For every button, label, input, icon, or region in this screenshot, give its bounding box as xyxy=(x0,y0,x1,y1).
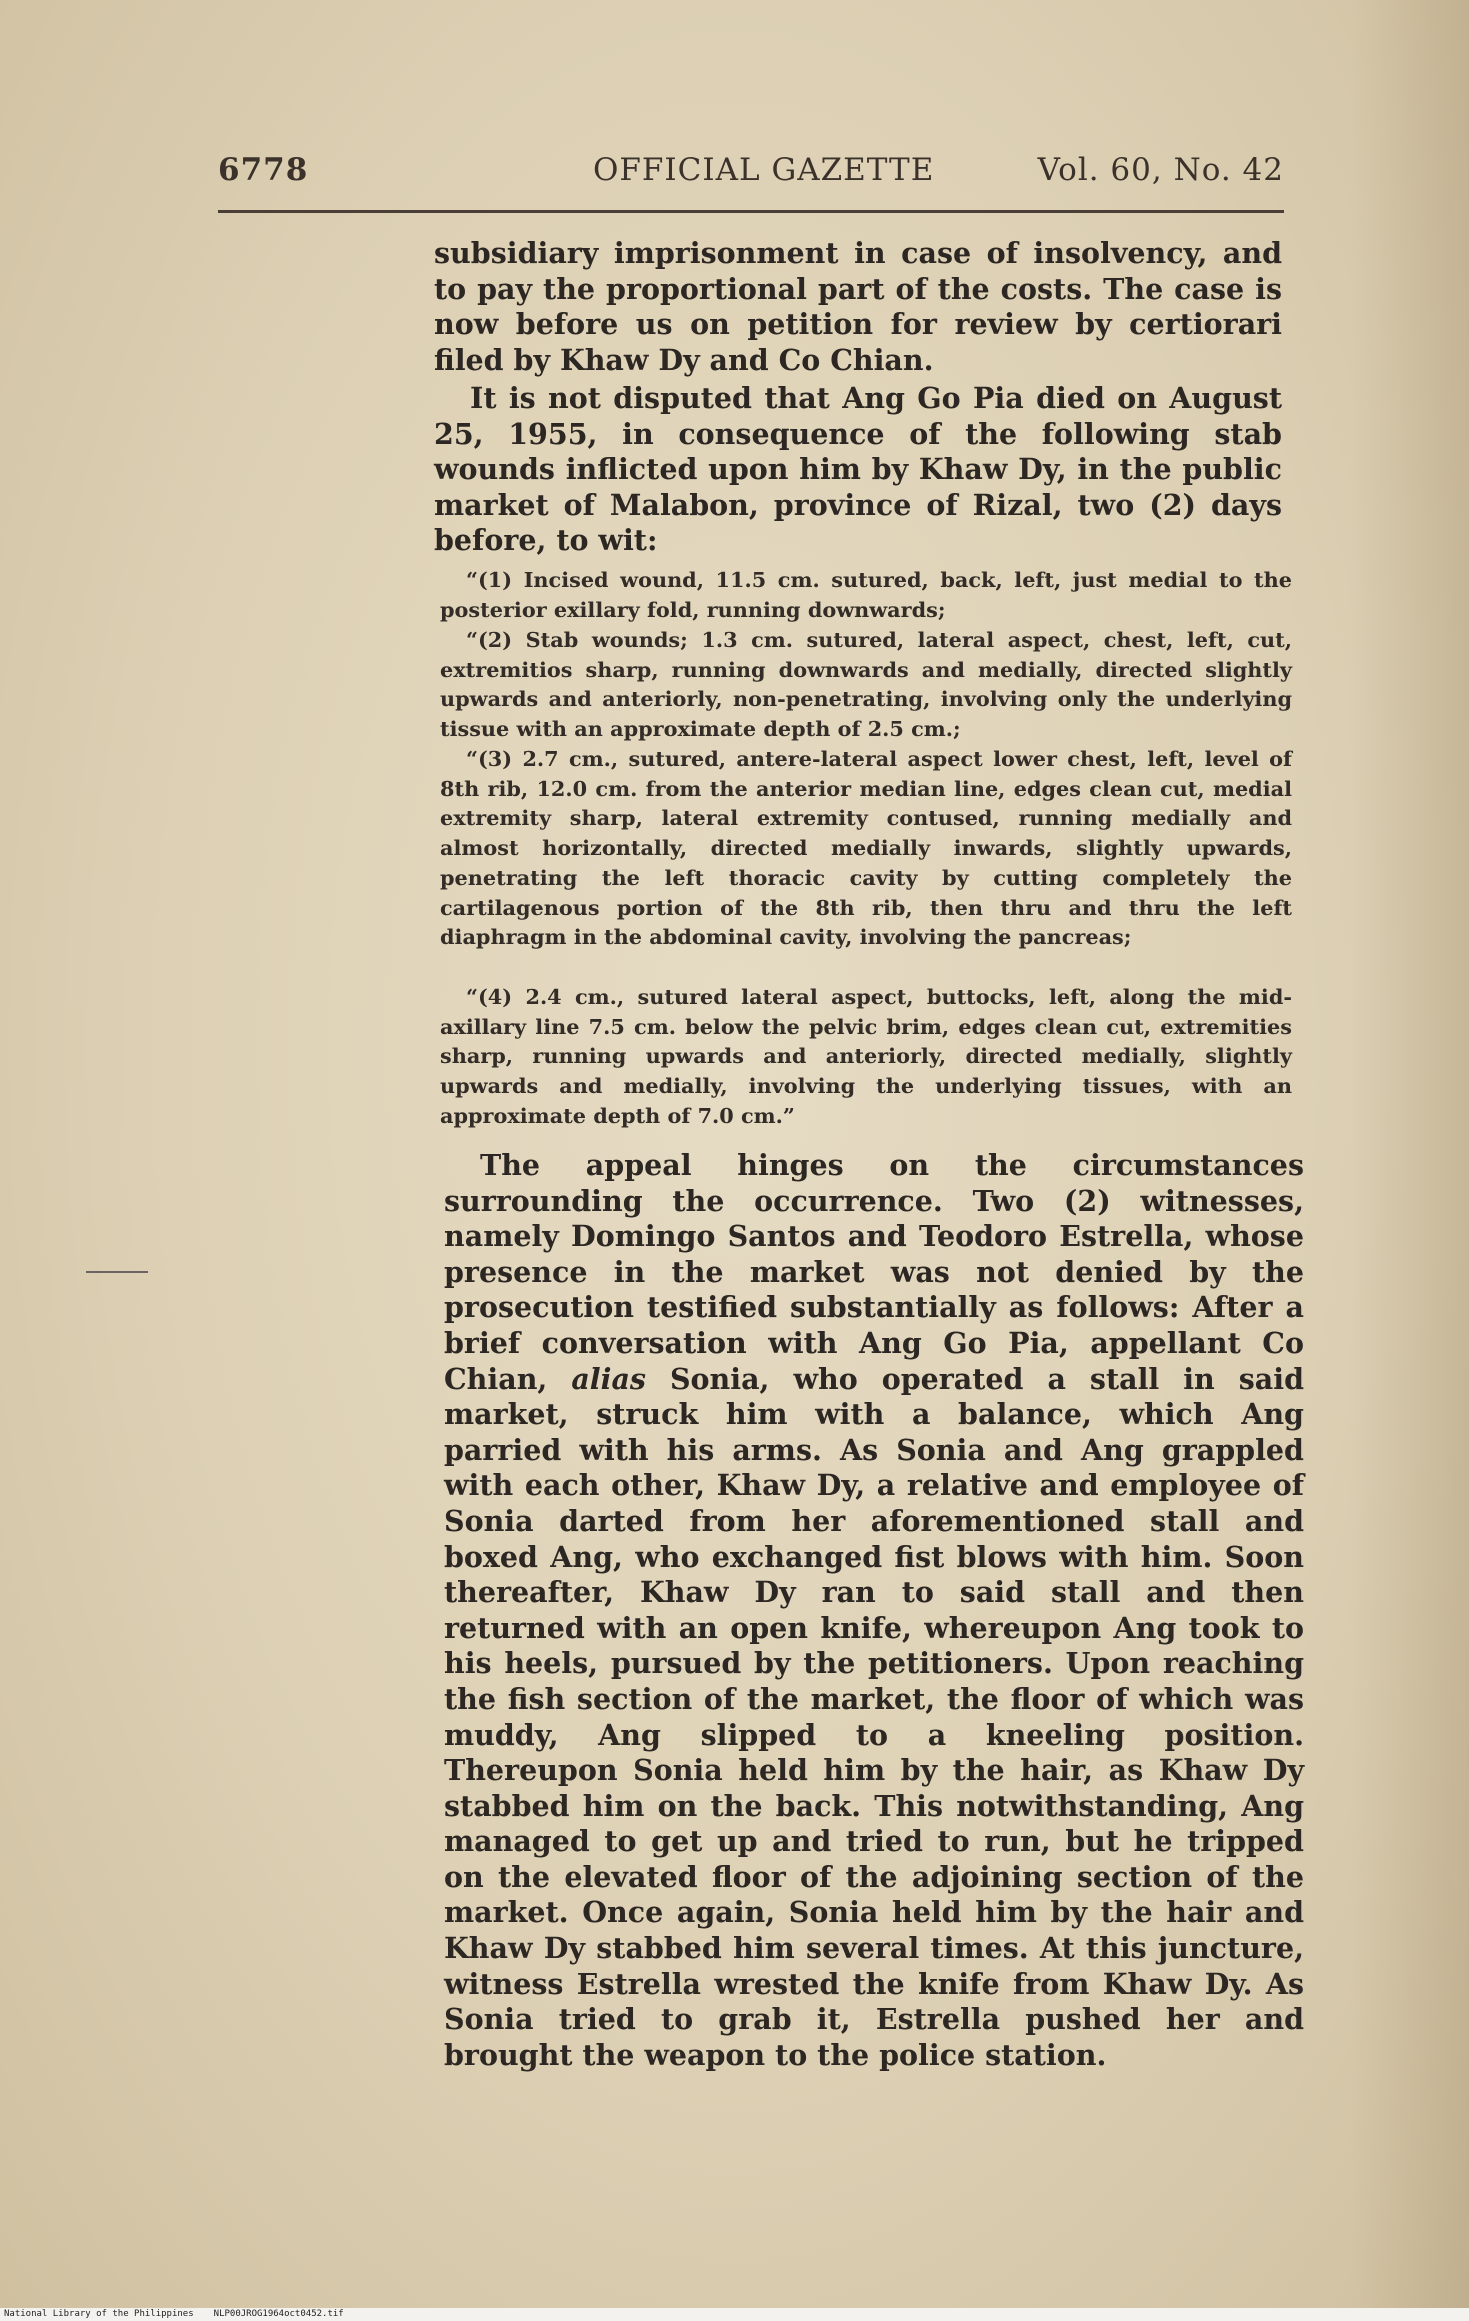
scan-footer xyxy=(4,2308,364,2320)
wound-quote-1: “(1) Incised wound, 11.5 cm. sutured, back, left, just medial to the posterior exillary fold, running downwards; xyxy=(440,567,1292,622)
appeal-paragraph xyxy=(444,1148,1304,2073)
scan-filename: NLP00JROG1964oct0452.tif xyxy=(213,2309,344,2319)
stab-wounds-paragraph: It is not disputed that Ang Go Pia died on August 25, 1955, in consequence of the following stab wounds inflicted upon him by Khaw Dy, in the public market of Malabon, province of Rizal, two (2) days before, to wit: xyxy=(434,381,1282,558)
wound-quote-3: “(3) 2.7 cm., sutured, antere-lateral aspect lower chest, left, level of 8th rib, 12.0 cm. from the anterior median line, edges clean cut, medial extremity sharp, lateral extremity contused, running medially and almost horizontally, directed medially inwards, slightly upwards, penetrating the left thoracic cavity by cutting completely the cartilagenous portion of the 8th rib, then thru and thru the left diaphragm in the abdominal cavity, involving the pancreas; xyxy=(440,746,1292,950)
appeal-text-part-1: The appeal hinges on the circumstances surrounding the occurrence. Two (2) witnesses, namely Domingo Santos and Teodoro Estrella, whose presence in the market was not denied by the prosecution testified substantially as follows: After a brief conversation with Ang Go Pia, appellant Co Chian, xyxy=(444,1148,1304,1396)
volume-number: Vol. 60, No. 42 xyxy=(1037,152,1284,188)
margin-pencil-mark xyxy=(86,1271,148,1273)
intro-paragraph: subsidiary imprisonment in case of insolvency, and to pay the proportional part of the costs. The case is now before us on petition for review by certiorari filed by Khaw Dy and Co Chian. xyxy=(434,236,1282,377)
page-header xyxy=(218,152,1284,196)
library-name: National Library of the Philippines xyxy=(4,2309,194,2319)
alias-italic: alias xyxy=(571,1361,646,1396)
wound-quote-4: “(4) 2.4 cm., sutured lateral aspect, buttocks, left, along the mid-axillary line 7.5 cm. below the pelvic brim, edges clean cut, extremities sharp, running upwards and anteriorly, directed medially, slightly upwards and medially, involving the underlying tissues, with an approximate depth of 7.0 cm.” xyxy=(440,984,1292,1128)
page-edge-shadow xyxy=(1349,0,1469,2321)
publication-title: OFFICIAL GAZETTE xyxy=(593,152,935,188)
header-rule xyxy=(218,210,1284,213)
appeal-text-part-2: Sonia, who operated a stall in said market, struck him with a balance, which Ang parried with his arms. As Sonia and Ang grappled with each other, Khaw Dy, a relative and employee of Sonia darted from her aforementioned stall and boxed Ang, who exchanged fist blows with him. Soon thereafter, Khaw Dy ran to said stall and then returned with an open knife, whereupon Ang took to his heels, pursued by the petitioners. Upon reaching the fish section of the market, the floor of which was muddy, Ang slipped to a kneeling position. Thereupon Sonia held him by the hair, as Khaw Dy stabbed him on the back. This notwithstanding, Ang managed to get up and tried to run, but he tripped on the elevated floor of the adjoining section of the market. Once again, Sonia held him by the hair and Khaw Dy stabbed him several times. At this juncture, witness Estrella wrested the knife from Khaw Dy. As Sonia tried to grab it, Estrella pushed her and brought the weapon to the police station. xyxy=(444,1361,1304,2072)
wound-quote-2: “(2) Stab wounds; 1.3 cm. sutured, lateral aspect, chest, left, cut, extremitios sharp, running downwards and medially, directed slightly upwards and anteriorly, non-penetrating, involving only the underlying tissue with an approximate depth of 2.5 cm.; xyxy=(440,627,1292,742)
page-number: 6778 xyxy=(218,152,309,188)
